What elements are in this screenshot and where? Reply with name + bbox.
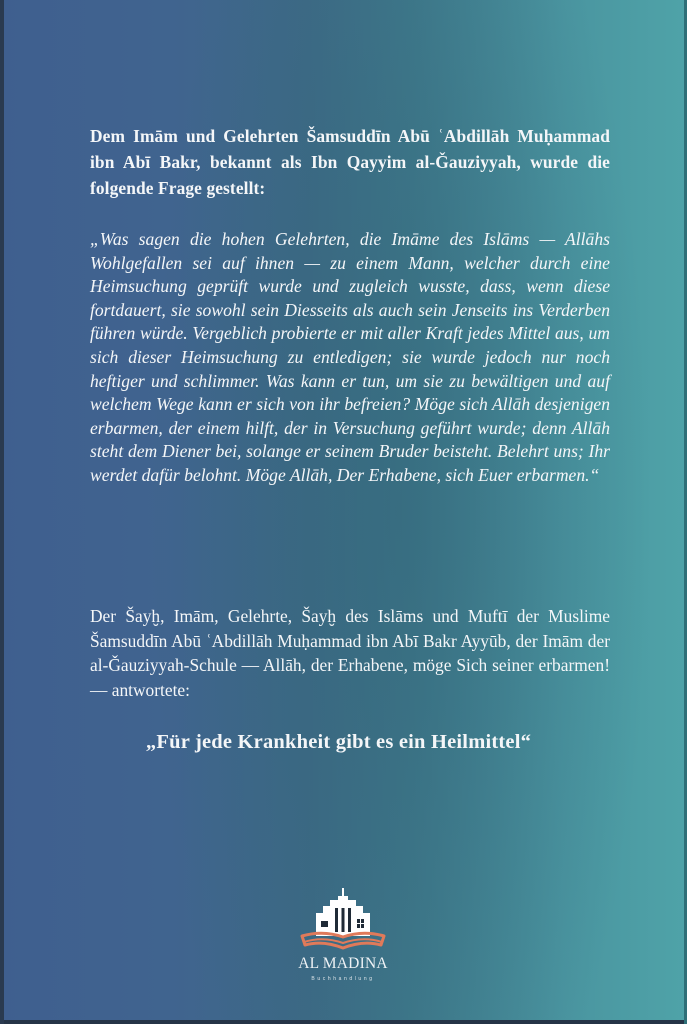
answer-intro-paragraph: Der Šayḫ, Imām, Gelehrte, Šayḫ des Islāms und Muftī der Muslime Šamsuddīn Abū ʿAbdillāh Muḥammad ibn Abī Bakr Ayyūb, der Imām der al-Ǧauziyyah-Schule — Allāh, der Erhabene, möge Sich seiner erbarmen! — antwortete:: [90, 606, 610, 700]
publisher-logo: [268, 888, 418, 998]
book-title-quote: [0, 731, 687, 754]
intro-paragraph: Dem Imām und Gelehrten Šamsuddīn Abū ʿAbdillāh Muḥammad ibn Abī Bakr, bekannt als Ibn Qayyim al-Ǧauziyyah, wurde die folgende Frage gestellt:: [90, 126, 610, 198]
book-title-text: „Für jede Krankheit gibt es ein Heilmittel“: [145, 731, 532, 753]
publisher-subtitle: Buchhandlung: [311, 976, 375, 982]
publisher-name: AL MADINA: [298, 955, 388, 972]
question-paragraph: „Was sagen die hohen Gelehrten, die Imāme des Islāms — Allāhs Wohlgefallen sei auf ihnen — zu einem Mann, welcher durch eine Heimsuchung geprüft wurde und zugleich wusste, dass, wenn diese fortdauert, sie sowohl sein Diesseits als auch sein Jenseits ins Verderben führen würde. Vergeblich probierte er mit aller Kraft jedes Mittel aus, um sich dieser Heimsuchung zu entledigen; sie wurde jedoch nur noch heftiger und schlimmer. Was kann er tun, um sie zu bewältigen und auf welchem Wege kann er sich von ihr befreien? Möge sich Allāh desjenigen erbarmen, der einem hilft, der in Versuchung geführt wurde; denn Allāh steht dem Diener bei, solange er seinem Bruder beisteht. Belehrt uns; Ihr werdet dafür belohnt. Möge Allāh, Der Erhabene, sich Euer erbarmen.“: [90, 229, 610, 485]
building-over-open-book-icon: [268, 888, 418, 958]
